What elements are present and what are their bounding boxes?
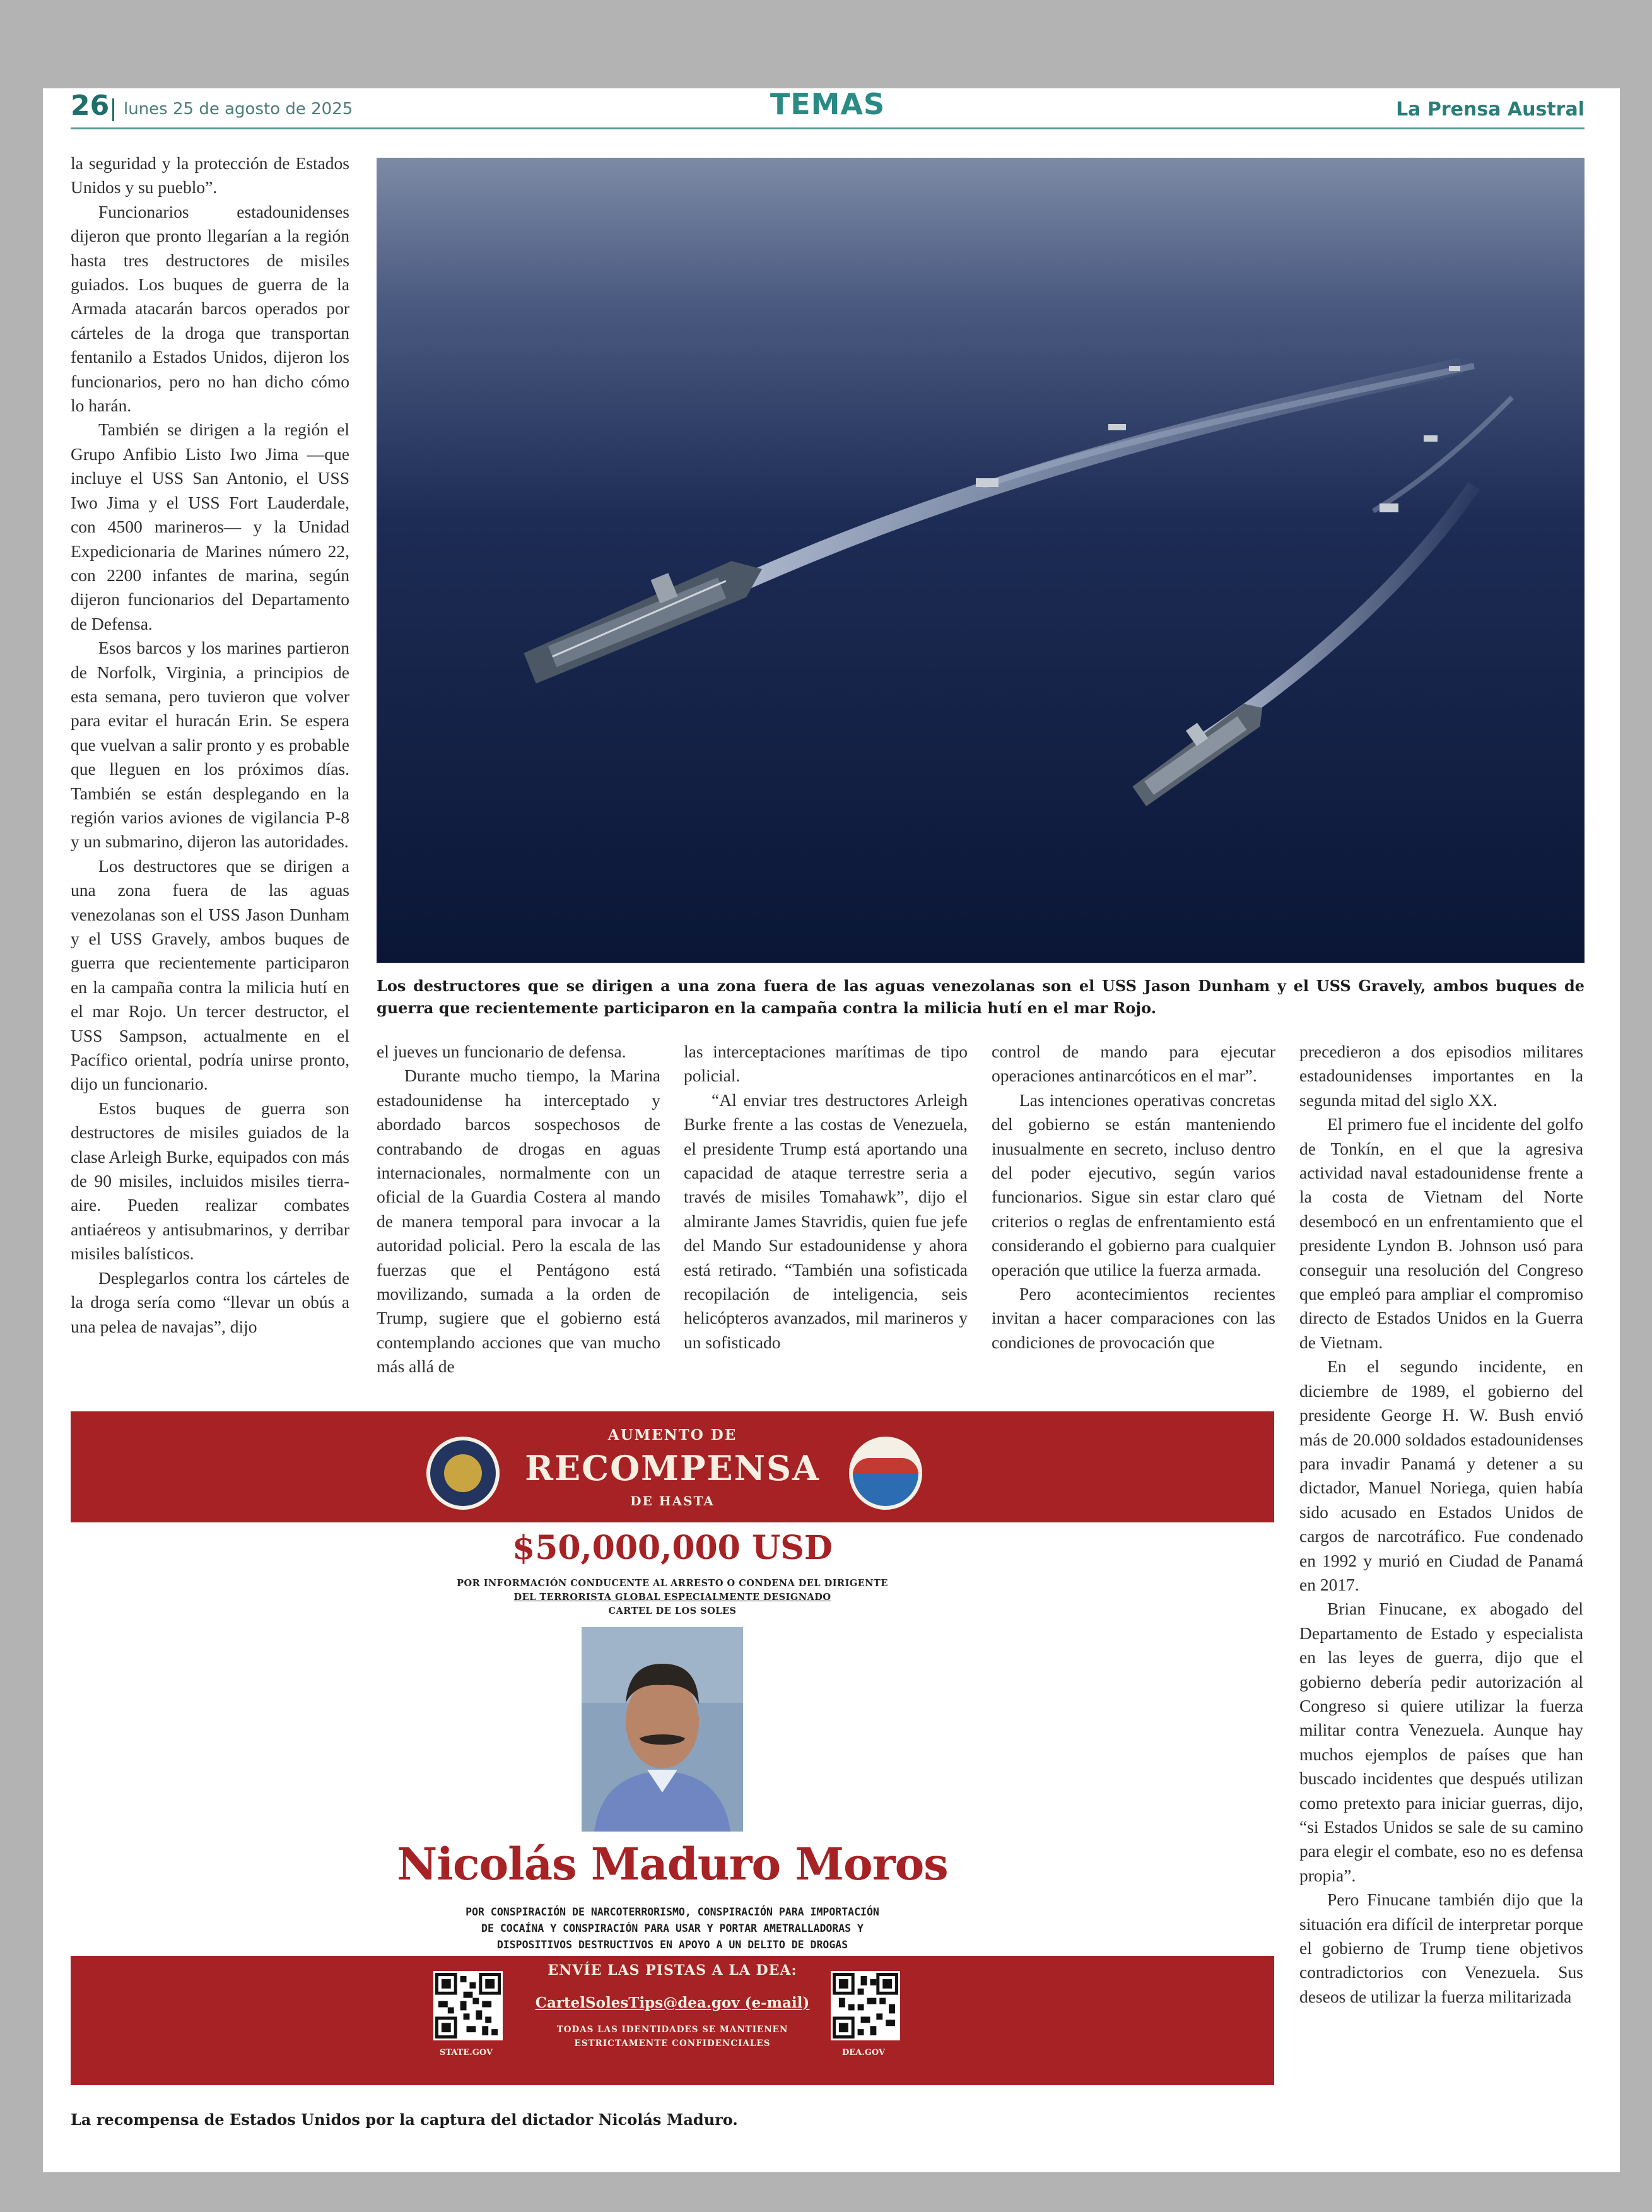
header-rule <box>71 127 1585 129</box>
article-column-1 <box>71 151 349 1339</box>
article-column-2 <box>377 1040 660 1379</box>
qr-right-label: DEA.GOV <box>841 2048 886 2057</box>
paragraph: Esos barcos y los marines partieron de Norfolk, Virginia, a principios de esta semana, pero tuvieron que volver para evitar el huracán Erin. Se espera que vuelvan a salir pronto y es probable que lleguen en los próximos días. También se están desplegando en la región varios aviones de vigilancia P-8 y un submarino, dijeron las autoridades. <box>71 638 349 852</box>
confidential-line: ESTRICTAMENTE CONFIDENCIALES <box>574 2038 771 2049</box>
article-column-4 <box>992 1040 1275 1355</box>
confidential-line: TODAS LAS IDENTIDADES SE MANTIENEN <box>556 2025 788 2035</box>
poster-aumento: AUMENTO DE <box>607 1427 737 1444</box>
page-date: lunes 25 de agosto de 2025 <box>124 100 353 119</box>
wanted-person-name: Nicolás Maduro Moros <box>397 1838 948 1890</box>
paragraph: Durante mucho tiempo, la Marina estadounidense ha interceptado y abordado barcos sospechosos de contrabando de drogas en aguas internacionales, normalmente con un oficial de la Guardia Costera al mando de manera temporal para invocar a la autoridad policial. Pero la escala de las fuerzas que el Pentágono está movilizando, sumada a la orden de Trump, sugiere que el gobierno está contemplando acciones que van mucho más allá de <box>377 1066 660 1377</box>
paragraph: También se dirigen a la región el Grupo Anfibio Listo Iwo Jima —que incluye el USS San Antonio, el USS Iwo Jima y el USS Fort Lauderdale, con 4500 marineros— y la Unidad Expedicionaria de Marines número 22, con 2200 infantes de marina, según dijeron funcionarios del Departamento de Defensa. <box>71 420 349 633</box>
reward-amount: $50,000,000 USD <box>512 1529 833 1567</box>
charge-line: DISPOSITIVOS DESTRUCTIVOS EN APOYO A UN DELITO DE DROGAS <box>496 1939 848 1951</box>
page-header <box>71 87 1585 129</box>
paragraph: Funcionarios estadounidenses dijeron que pronto llegarían a la región hasta tres destructores de misiles guiados. Los buques de guerra de la Armada atacarán barcos operados por cárteles de la droga que transportan fentanilo a Estados Unidos, dijeron los funcionarios, pero no han dicho cómo lo harán. <box>71 201 349 416</box>
article-column-3 <box>684 1040 968 1355</box>
qr-left-label: STATE.GOV <box>439 2048 493 2057</box>
poster-de-hasta: DE HASTA <box>630 1493 715 1509</box>
portrait-photo <box>582 1627 743 1832</box>
paragraph: “Al enviar tres destructores Arleigh Burke frente a las costas de Venezuela, el presidente Trump está aportando una capacidad de ataque terrestre seria a través de misiles Tomahawk”, dijo el almirante James Stavridis, quien fue jefe del Mando Sur estadounidense y ahora está retirado. “También una sofisticada recopilación de inteligencia, seis helicópteros avanzados, mil marineros y un sofisticado <box>684 1090 968 1352</box>
tips-header: ENVÍE LAS PISTAS A LA DEA: <box>548 1962 797 1979</box>
paragraph: Las intenciones operativas concretas del gobierno se están manteniendo inusualmente en secreto, incluso dentro del poder ejecutivo, según varios funcionarios. Sigue sin estar claro qué criterios o reglas de enfrentamiento está considerando el gobierno para cualquier operación que utilice la fuerza armada. <box>992 1090 1275 1280</box>
charge-line: POR CONSPIRACIÓN DE NARCOTERRORISMO, CONSPIRACIÓN PARA IMPORTACIÓN <box>466 1906 879 1918</box>
aerial-fleet-photo <box>377 158 1585 963</box>
charge-line: DE COCAÍNA Y CONSPIRACIÓN PARA USAR Y PORTAR AMETRALLADORAS Y <box>481 1922 864 1934</box>
article-column-5 <box>1299 1040 1583 2009</box>
newspaper-name: La Prensa Austral <box>1396 98 1585 121</box>
poster-info-line: DEL TERRORISTA GLOBAL ESPECIALMENTE DESIGNADO <box>513 1592 831 1603</box>
poster-recompensa: RECOMPENSA <box>525 1448 820 1488</box>
paragraph: Desplegarlos contra los cárteles de la droga sería como “llevar un obús a una pelea de navajas”, dijo <box>71 1268 349 1336</box>
poster-info-line: POR INFORMACIÓN CONDUCENTE AL ARRESTO O CONDENA DEL DIRIGENTE <box>457 1578 888 1589</box>
paragraph: Estos buques de guerra son destructores de misiles guiados de la clase Arleigh Burke, equipados con más de 90 misiles, incluidos misiles tierra-aire. Pueden realizar combates antiaéreos y antisubmarinos, y derribar misiles balísticos. <box>71 1098 349 1264</box>
poster-info-line: CARTEL DE LOS SOLES <box>608 1606 737 1616</box>
section-title: TEMAS <box>770 87 886 121</box>
paragraph: precedieron a dos episodios militares estadounidenses importantes en la segunda mitad del siglo XX. <box>1299 1042 1583 1110</box>
paragraph: Pero Finucane también dijo que la situación era difícil de interpretar porque el gobierno de Trump tiene objetivos contradictorios con Venezuela. Sus deseos de utilizar la fuerza militarizada <box>1299 1890 1583 2006</box>
paragraph: En el segundo incidente, en diciembre de 1989, el gobierno del presidente George H. W. Bush envió más de 20.000 soldados estadounidenses para invadir Panamá y detener a su dictador, Manuel Noriega, quien había sido acusado en Estados Unidos de cargos de narcotráfico. Fue condenado en 1992 y murió en Ciudad de Panamá en 2017. <box>1299 1356 1583 1594</box>
paragraph: las interceptaciones marítimas de tipo policial. <box>684 1042 968 1086</box>
paragraph: El primero fue el incidente del golfo de Tonkín, en el que la agresiva actividad naval estadounidense frente a la costa de Vietnam del Norte desembocó en un enfrentamiento que el presidente Lyndon B. Johnson usó para conseguir una resolución del Congreso que empleó para ampliar el compromiso directo de Estados Unidos en la Guerra de Vietnam. <box>1299 1114 1583 1352</box>
page-number: 26 <box>71 90 110 122</box>
paragraph: el jueves un funcionario de defensa. <box>377 1042 626 1061</box>
photo-caption: Los destructores que se dirigen a una zona fuera de las aguas venezolanas son el USS Jason Dunham y el USS Gravely, ambos buques de guerra que recientemente participaron en la campaña contra la milicia hutí en el mar Rojo. <box>377 977 1585 1017</box>
reward-poster <box>71 1411 1274 2085</box>
paragraph: Brian Finucane, ex abogado del Departamento de Estado y especialista en las leyes de guerra, dijo que el gobierno debería pedir autorización al Congreso si quiere utilizar la fuerza militar contra Venezuela. Aunque hay muchos ejemplos de países que han buscado incidentes que después utilizan como pretexto para iniciar guerras, dijo, “si Estados Unidos se sale de su camino para elegir el combate, eso no es defensa propia”. <box>1299 1599 1583 1885</box>
paragraph: Pero acontecimientos recientes invitan a hacer comparaciones con las condiciones de provocación que <box>992 1284 1275 1352</box>
paragraph: Los destructores que se dirigen a una zona fuera de las aguas venezolanas son el USS Jason Dunham y el USS Gravely, ambos buques de guerra que recientemente participaron en la campaña contra la milicia hutí en el mar Rojo. Un tercer destructor, el USS Sampson, actualmente en el Pacífico oriental, podría unirse pronto, dijo un funcionario. <box>71 856 349 1094</box>
tips-email: CartelSolesTips@dea.gov (e-mail) <box>535 1994 810 2011</box>
paragraph: la seguridad y la protección de Estados Unidos y su pueblo”. <box>71 153 349 197</box>
paragraph: control de mando para ejecutar operaciones antinarcóticos en el mar”. <box>992 1042 1275 1086</box>
poster-caption: La recompensa de Estados Unidos por la captura del dictador Nicolás Maduro. <box>71 2110 738 2129</box>
